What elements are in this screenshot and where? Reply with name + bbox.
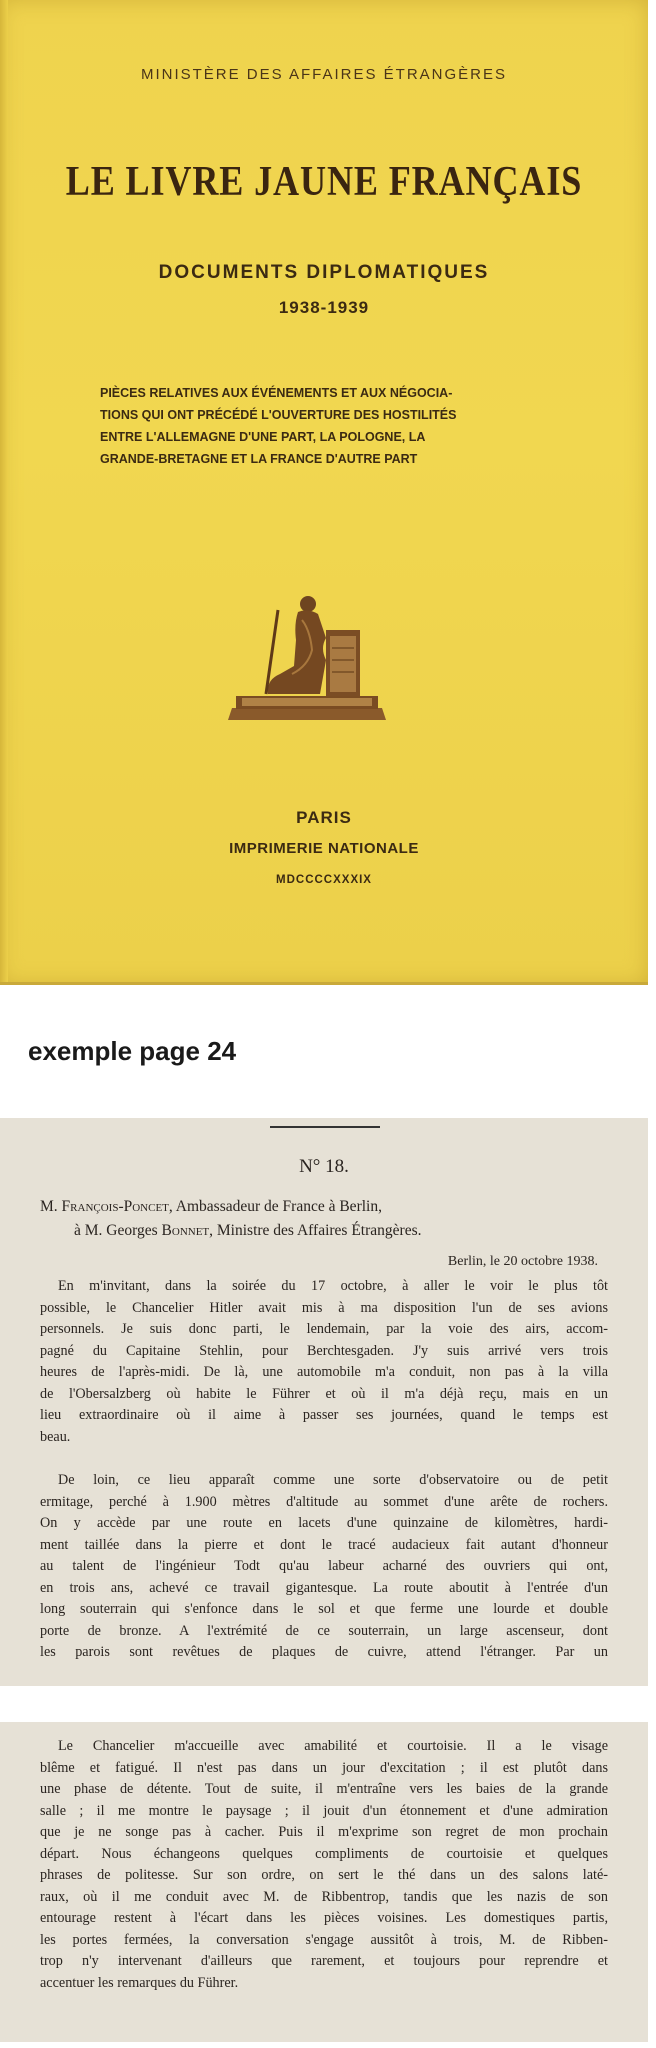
recipient-suffix: , Ministre des Affaires Étrangères. [209, 1222, 422, 1239]
cover-year-roman: MDCCCCXXXIX [276, 874, 372, 886]
cover-description-line: TIONS QUI ONT PRÉCÉDÉ L'OUVERTURE DES HOSTILITÉS [100, 408, 457, 422]
cover-description-line: GRANDE-BRETAGNE ET LA FRANCE D'AUTRE PART [100, 452, 418, 466]
text-line: pagné du Capitaine Stehlin, pour Berchtesgaden. J'y suis arrivé vers trois [40, 1342, 608, 1359]
page-top-rule [270, 1126, 380, 1128]
text-line: ment taillée dans la pierre et dont le tracé audacieux fait autant d'honneur [40, 1536, 608, 1553]
paragraph-3 [40, 1736, 608, 1994]
text-line: Le Chancelier m'accueille avec amabilité et courtoisie. Il a le visage [58, 1738, 608, 1754]
document-number: N° 18. [299, 1156, 349, 1177]
text-line: entourage restent à l'écart dans les pièces voisines. Les domestiques partis, [40, 1910, 608, 1926]
paragraph-1 [40, 1276, 608, 1448]
sender-suffix: , Ambassadeur de France à Berlin, [168, 1198, 382, 1215]
text-line: les parois sont revêtues de plaques de cuivre, attend l'étranger. Par un [40, 1644, 608, 1660]
sender-prefix: M. [40, 1198, 62, 1215]
text-line: porte de bronze. A l'extrémité de ce souterrain, un large ascenseur, dont [40, 1622, 608, 1639]
sender-name: François-Poncet [61, 1198, 169, 1215]
scanned-page-bottom [0, 1722, 648, 2042]
recipient-prefix: à M. Georges [74, 1222, 162, 1239]
text-line: départ. Nous échangeons quelques compliments de courtoisie et quelques [40, 1845, 608, 1862]
paragraph-2 [40, 1470, 608, 1664]
text-line: une phase de détente. Tout de suite, il m'entraîne vers les baies de la grande [40, 1781, 608, 1797]
text-line: phrases de politesse. Sur son ordre, on sert le thé dans un des salons laté- [40, 1867, 608, 1883]
text-line: salle ; il me montre le paysage ; il jouit d'un étonnement et d'une admiration [40, 1802, 608, 1819]
book-cover [0, 0, 648, 985]
cover-subtitle: DOCUMENTS DIPLOMATIQUES [158, 262, 490, 283]
text-line: que je ne songe pas à cacher. Puis il m'exprime son regret de mon prochain [40, 1824, 608, 1840]
text-line: On y accède par une route en lacets d'une quinzaine de kilomètres, hardi- [40, 1515, 608, 1531]
recipient-line [74, 1222, 422, 1240]
cover-bottom-edge [0, 982, 648, 985]
text-line: accentuer les remarques du Führer. [40, 1974, 239, 1991]
cover-printer: IMPRIMERIE NATIONALE [229, 840, 419, 857]
text-line: blême et fatigué. Il n'est pas dans un jour d'excitation ; il est plutôt dans [40, 1759, 608, 1776]
text-line: En m'invitant, dans la soirée du 17 octobre, à aller le voir le plus tôt [58, 1278, 608, 1294]
text-line: personnels. Je suis donc parti, le lendemain, par la voie des airs, accom- [40, 1321, 608, 1337]
cover-description-line: ENTRE L'ALLEMAGNE D'UNE PART, LA POLOGNE, LA [100, 430, 426, 444]
cover-city: PARIS [296, 808, 352, 827]
text-line: lieu extraordinaire où il aime à passer ses journées, quand le temps est [40, 1407, 608, 1423]
text-line: long souterrain qui s'enfonce dans le sol et que ferme une lourde et double [40, 1601, 608, 1617]
example-caption: exemple page 24 [28, 1036, 237, 1066]
cover-years: 1938-1939 [278, 298, 370, 317]
cover-spine-edge [0, 0, 8, 985]
text-line: trop n'y intervenant d'ailleurs que rarement, et toujours pour reprendre et [40, 1953, 608, 1969]
text-line: en trois ans, achevé ce travail gigantesque. La route aboutit à l'entrée d'un [40, 1579, 608, 1596]
scanned-page-top [0, 1118, 648, 1686]
text-line: au talent de l'ingénieur Todt qu'au labeur acharné des ouvriers qui ont, [40, 1558, 608, 1574]
cover-title: LE LIVRE JAUNE FRANÇAIS [65, 159, 583, 205]
text-line: beau. [40, 1428, 71, 1445]
text-line: les portes fermées, la conversation s'engage aussitôt à trois, M. de Ribben- [40, 1931, 608, 1948]
sender-line [40, 1198, 382, 1216]
printer-emblem-icon [222, 590, 392, 726]
text-line: raux, où il me conduit avec M. de Ribbentrop, tandis que les nazis de son [40, 1888, 608, 1905]
dateline: Berlin, le 20 octobre 1938. [447, 1254, 598, 1269]
text-line: ermitage, perché à 1.900 mètres d'altitude au sommet d'une arête de rochers. [40, 1493, 608, 1510]
text-line: de l'Obersalzberg où habite le Führer et où il m'a déjà reçu, mais en un [40, 1385, 608, 1402]
text-line: possible, le Chancelier Hitler avait mis à ma disposition l'un de ses avions [40, 1299, 608, 1316]
text-line: heures de l'après-midi. De là, une automobile m'a conduit, non pas à la villa [40, 1364, 608, 1380]
cover-ministry: MINISTÈRE DES AFFAIRES ÉTRANGÈRES [140, 66, 508, 83]
cover-description-line: PIÈCES RELATIVES AUX ÉVÉNEMENTS ET AUX NÉGOCIA- [100, 386, 453, 400]
text-line: De loin, ce lieu apparaît comme une sorte d'observatoire ou de petit [58, 1472, 608, 1488]
recipient-name: Bonnet [161, 1222, 210, 1239]
cover-description [100, 382, 548, 470]
